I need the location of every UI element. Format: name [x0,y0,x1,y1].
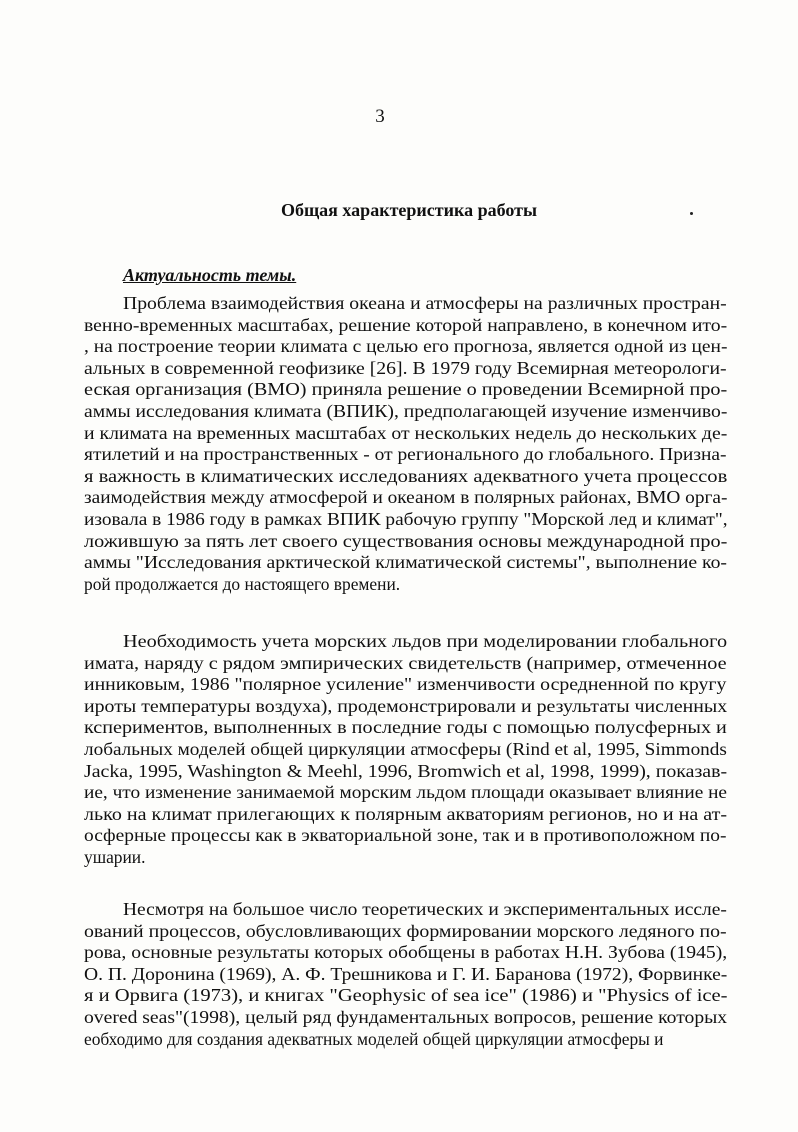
text-line: альных в современной геофизике [26]. В 1979 году Всемирная метеорологи- [84,357,727,378]
text-line: еобходимо для создания адекватных моделей общей циркуляции атмосферы и [84,1028,664,1049]
text-line: ятилетий и на пространственных - от регионального до глобального. Призна- [84,444,727,465]
section-heading: Актуальность темы. [123,265,297,285]
text-line: Необходимость учета морских льдов при моделировании глобального [123,631,728,651]
text-line: ложившую за пять лет своего существования основы международной про- [84,530,728,551]
text-line: О. П. Доронина (1969), А. Ф. Трешникова и Г. И. Баранова (1972), Форвинке- [84,963,728,984]
text-line: имата, наряду с рядом эмпирических свидетельств (например, отмеченное [84,652,727,673]
text-line: ований процессов, обусловливающих формировании морского ледяного по- [84,920,727,941]
text-line: Jacka, 1995, Washington & Meehl, 1996, Bromwich et al, 1998, 1999), показав- [84,760,728,781]
text-line: инниковым, 1986 "полярное усиление" изменчивости осредненной по кругу [84,674,727,695]
text-line: Несмотря на большое число теоретических и экспериментальных иссле- [123,899,727,919]
text-line: я важность в климатических исследованиях адекватного учета процессов [84,465,728,486]
speck [690,212,693,215]
text-line: аммы исследования климата (ВПИК), предполагающей изучение изменчиво- [84,401,728,421]
text-line: лобальных моделей общей циркуляции атмосферы (Rind et al, 1995, Simmonds [84,739,727,759]
text-line: я и Орвига (1973), и книгах "Geophysic of sea ice" (1986) и "Physics of ice- [84,985,728,1006]
text-line: венно-временных масштабах, решение которой направлено, в конечном ито- [84,314,728,335]
text-line: ие, что изменение занимаемой морским льдом площади оказывает влияние не [84,782,728,803]
text-line: overed seas"(1998), целый ряд фундаментальных вопросов, решение которых [84,1007,728,1027]
text-line: аммы "Исследования арктической климатической системы", выполнение ко- [84,552,727,573]
text-line: заимодействия между атмосферой и океаном в полярных районах, ВМО орга- [84,487,728,508]
section-title: Общая характеристика работы [280,200,538,220]
text-line: рой продолжается до настоящего времени. [84,573,401,594]
text-line: изовала в 1986 году в рамках ВПИК рабочую группу "Морской лед и климат", [84,509,728,529]
text-line: кспериментов, выполненных в последние годы с помощью полусферных и [84,717,727,738]
text-line: лько на климат прилегающих к полярным акваториям регионов, но и на ат- [84,803,728,824]
text-line: ушарии. [84,847,146,867]
text-line: и климата на временных масштабах от нескольких недель до нескольких де- [84,422,728,443]
text-line: , на построение теории климата с целью его прогноза, является одной из цен- [84,336,728,357]
text-line: осферные процессы как в экваториальной зоне, так и в противоположном по- [84,825,727,846]
text-line: еская организация (ВМО) приняла решение о проведении Всемирной про- [84,379,728,400]
text-line: ироты температуры воздуха), продемонстрировали и результаты численных [84,695,728,716]
page-number: 3 [375,106,385,127]
text-line: рова, основные результаты которых обобщены в работах Н.Н. Зубова (1945), [84,942,728,963]
text-line: Проблема взаимодействия океана и атмосферы на различных простран- [123,293,727,313]
